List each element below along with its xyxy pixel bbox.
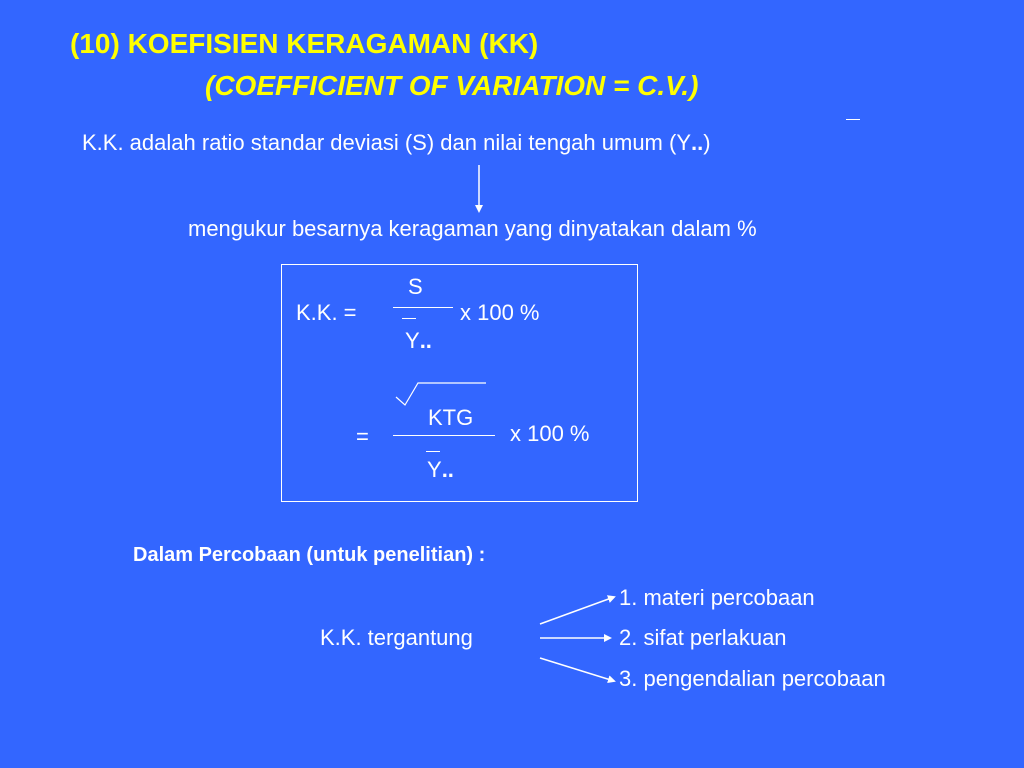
formula1-numerator: S bbox=[408, 274, 423, 299]
arrow-factor-3 bbox=[540, 658, 614, 681]
formula1-denominator: Y.. bbox=[405, 328, 432, 353]
definition-close: ) bbox=[703, 130, 711, 155]
formula2-equals: = bbox=[356, 424, 369, 449]
formula2-fraction-bar bbox=[393, 435, 495, 436]
definition-main: K.K. adalah ratio standar deviasi (S) dan nilai tengah umum ( bbox=[82, 130, 677, 155]
factor-item-2: 2. sifat perlakuan bbox=[619, 625, 787, 650]
factor-item-1: 1. materi percobaan bbox=[619, 585, 815, 610]
formula1-lhs: K.K. = bbox=[296, 300, 357, 325]
factor-item-3: 3. pengendalian percobaan bbox=[619, 666, 886, 691]
arrow-factor-1 bbox=[540, 597, 614, 624]
formula2-denominator: Y.. bbox=[427, 457, 454, 482]
y-bar-symbol: Y.. bbox=[676, 130, 704, 155]
measure-text: mengukur besarnya keragaman yang dinyatakan dalam % bbox=[188, 216, 757, 241]
formula2-multiplier: x 100 % bbox=[510, 421, 590, 446]
formula2-y-overbar bbox=[426, 451, 440, 452]
formula1-y-overbar bbox=[402, 318, 416, 319]
formula1-multiplier: x 100 % bbox=[460, 300, 540, 325]
formula2-numerator: KTG bbox=[428, 405, 474, 430]
slide-title: (10) KOEFISIEN KERAGAMAN (KK) bbox=[70, 28, 539, 59]
formula1-fraction-bar bbox=[393, 307, 453, 308]
experiment-heading: Dalam Percobaan (untuk penelitian) : bbox=[133, 544, 486, 566]
depends-label: K.K. tergantung bbox=[320, 625, 473, 650]
slide-subtitle: (COEFFICIENT OF VARIATION = C.V.) bbox=[205, 70, 699, 101]
